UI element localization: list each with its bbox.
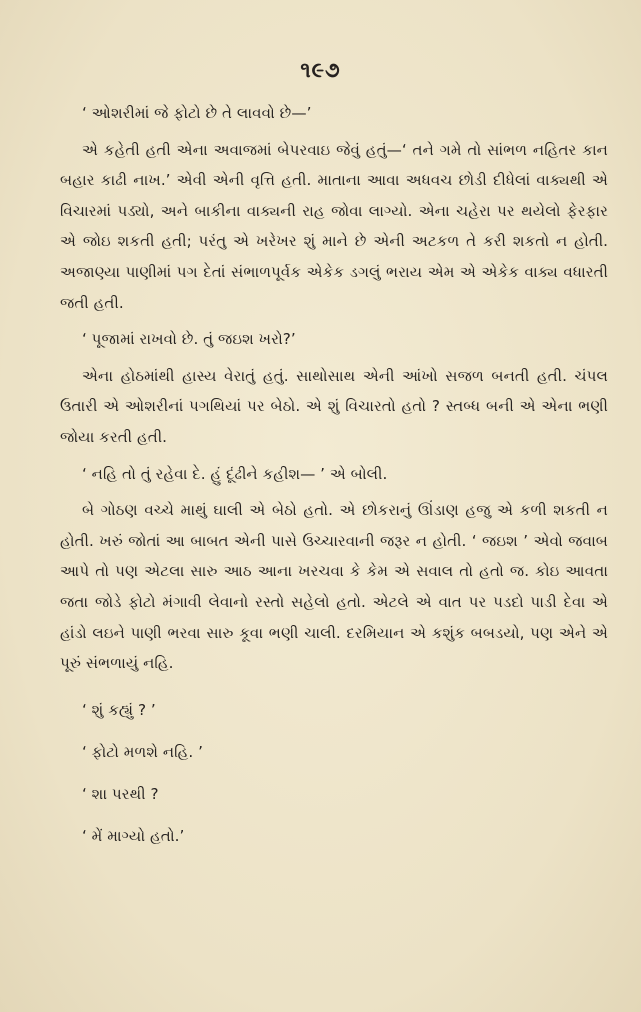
page-number: ૧૯૭: [300, 58, 341, 82]
paragraph: એ કહેતી હતી એના અવાજમાં બેપરવાઇ જેવું હતું—‘ તને ગમે તો સાંભળ નહિતર કાન બહાર કાઢી નાખ.’ એવી એની વૃત્તિ હતી. માતાના આવા અધવચ છોડી દીધેલાં વાક્યથી એ વિચારમાં પડ્યો, અને બાકીના વાક્યની રાહ જોવા લાગ્યો. એના ચહેરા પર થયેલો ફેરફાર એ જોઇ શકતી હતી; પરંતુ એ ખરેખર શું માને છે એની અટકળ તે કરી શકતો ન હોતી. અજાણ્યા પાણીમાં પગ દેતાં સંભાળપૂર્વક એકેક ડગલું ભરાય એમ એ એકેક વાક્ય વધારતી જતી હતી.: [60, 140, 608, 312]
quote-line: ‘ પૂજામાં રાખવો છે. તું જઇશ ખરો?’: [82, 330, 296, 349]
dialogue-line: ‘ મેં માગ્યો હતો.’: [82, 826, 185, 845]
paragraph: બે ગોઠણ વચ્ચે માથું ઘાલી એ બેઠો હતો. એ છોકરાનું ઊંડાણ હજુ એ કળી શકતી ન હોતી. ખરું જોતાં આ બાબત એની પાસે ઉચ્ચારવાની જરૂર ન હોતી. ‘ જઇશ ’ એવો જવાબ આપે તો પણ એટલા સારુ આઠ આના ખરચવા કે કેમ એ સવાલ તો હતો જ. કોઇ આવતા જતા જોડે ફોટો મંગાવી લેવાનો રસ્તો સહેલો હતો. એટલે એ વાત પર પડદો પાડી દેવા એ હાંડો લઇને પાણી ભરવા સારુ કૂવા ભણી ચાલી. દરમિયાન એ કશુંક બબડયો, પણ એને એ પૂરું સંભળાયું નહિ.: [60, 501, 608, 673]
paragraph: એના હોઠમાંથી હાસ્ય વેરાતું હતું. સાથોસાથ એની આંખો સજળ બનતી હતી. ચંપલ ઉતારી એ ઓશરીનાં પગથિયાં પર બેઠો. એ શું વિચારતો હતો ? સ્તબ્ધ બની એ એના ભણી જોયા કરતી હતી.: [60, 366, 608, 446]
quote-line: ‘ નહિ તો તું રહેવા દે. હું દૂંઢીને કહીશ— ’ એ બોલી.: [82, 464, 388, 483]
dialogue-line: ‘ શું કહ્યું ? ’: [82, 700, 156, 719]
quote-line: ‘ ઓશરીમાં જે ફોટો છે તે લાવવો છે—’: [82, 104, 312, 122]
page-body: [60, 98, 608, 857]
dialogue-line: ‘ ફોટો મળશે નહિ. ’: [82, 742, 203, 761]
dialogue-line: ‘ શા પરથી ?: [82, 784, 159, 803]
